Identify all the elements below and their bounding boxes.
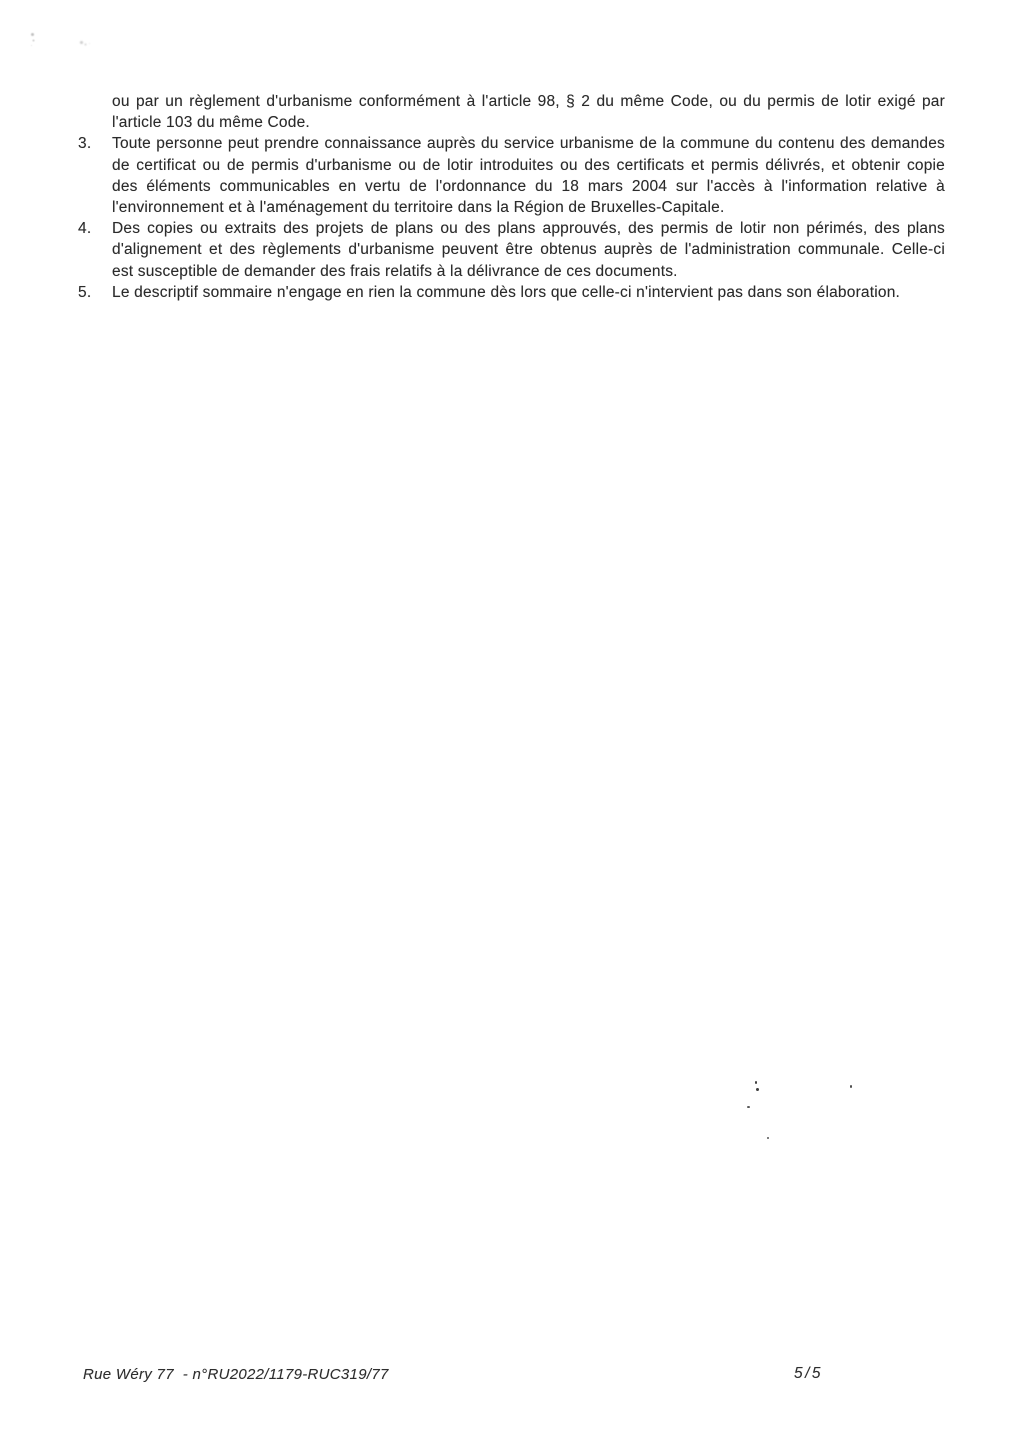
page-number-indicator: 5/5 (794, 1365, 824, 1382)
document-reference: Rue Wéry 77 - n°RU2022/1179-RUC319/77 (83, 1366, 389, 1383)
scan-speck (756, 1088, 759, 1091)
list-item-5 (78, 282, 945, 303)
text-line: est susceptible de demander des frais relatifs à la délivrance de ces documents. (112, 262, 678, 280)
text-line: l'article 103 du même Code. (112, 114, 310, 132)
paragraph-continuation (112, 91, 945, 133)
text-line: Toute personne peut prendre connaissance auprès du service urbanisme de la commune du contenu des demandes (112, 135, 945, 153)
document-content (78, 91, 945, 303)
text-line: des éléments communicables en vertu de l'ordonnance du 18 mars 2004 sur l'accès à l'information relative à (112, 177, 945, 195)
text-line: ou par un règlement d'urbanisme conformément à l'article 98, § 2 du même Code, ou du permis de lotir exigé par (112, 93, 945, 110)
list-item-number: 5. (78, 283, 92, 301)
text-line: l'environnement et à l'aménagement du territoire dans la Région de Bruxelles-Capitale. (112, 199, 725, 217)
scan-speck (755, 1081, 757, 1084)
text-line: de certificat ou de permis d'urbanisme ou de lotir introduites ou des certificats et permis délivrés, et obtenir copie (112, 156, 945, 174)
list-item-number: 4. (78, 220, 92, 238)
text-line: Le descriptif sommaire n'engage en rien la commune dès lors que celle-ci n'intervient pas dans son élaboration. (112, 283, 901, 301)
list-item-number: 3. (78, 135, 92, 153)
scan-smudge (80, 41, 83, 44)
scan-smudge (31, 33, 34, 36)
text-line: Des copies ou extraits des projets de plans ou des plans approuvés, des permis de lotir non périmés, des plans (112, 220, 945, 238)
list-item-4 (78, 218, 945, 282)
scan-speck (767, 1137, 769, 1139)
scan-speck (747, 1106, 750, 1108)
scan-speck (850, 1085, 852, 1088)
text-line: d'alignement et des règlements d'urbanisme peuvent être obtenus auprès de l'administration communale. Celle-ci (112, 241, 945, 259)
list-item-3 (78, 133, 945, 218)
